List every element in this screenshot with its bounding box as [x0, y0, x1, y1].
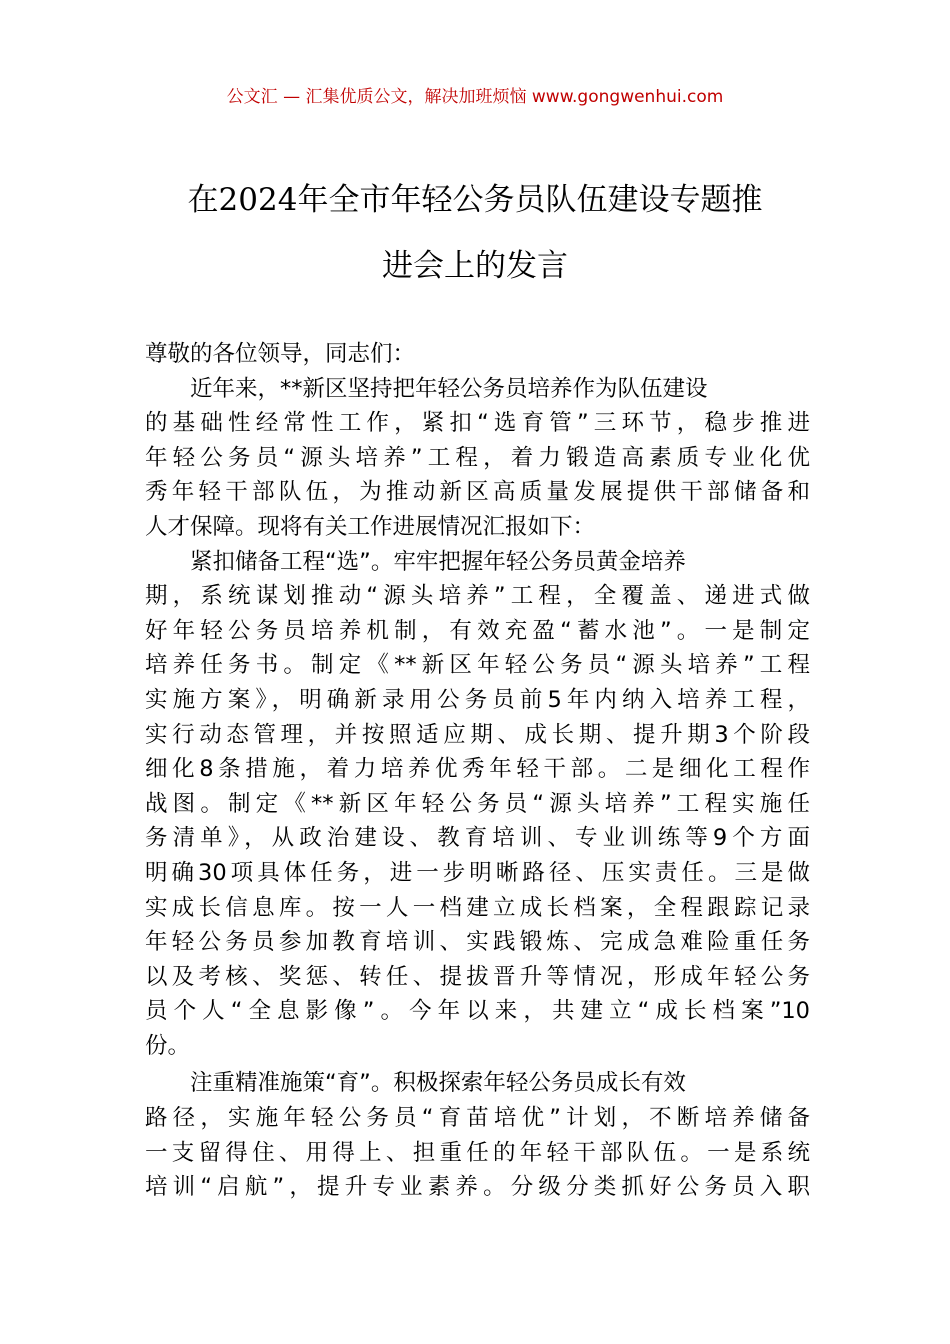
body-line: 培养任务书。制定《**新区年轻公务员“源头培养”工程 — [145, 652, 810, 679]
body-line: 份。 — [145, 1032, 191, 1059]
body-line: 年轻公务员参加教育培训、实践锻炼、完成急难险重任务 — [145, 929, 810, 956]
body-line: 好年轻公务员培养机制，有效充盈“蓄水池”。一是制定 — [145, 617, 810, 644]
body-line: 务清单》，从政治建设、教育培训、专业训练等9个方面 — [145, 825, 810, 852]
body-line: 人才保障。现将有关工作进展情况汇报如下： — [145, 513, 596, 540]
body-line: 尊敬的各位领导，同志们： — [145, 341, 416, 367]
body-line: 一支留得住、用得上、担重任的年轻干部队伍。一是系统 — [145, 1139, 810, 1166]
body-line: 路径，实施年轻公务员“育苗培优”计划，不断培养储备 — [145, 1105, 810, 1132]
body-line: 的基础性经常性工作，紧扣“选育管”三环节，稳步推进 — [145, 410, 810, 437]
body-line: 员个人“全息影像”。今年以来，共建立“成长档案”10 — [145, 998, 810, 1025]
body-line: 近年来，**新区坚持把年轻公务员培养作为队伍建设 — [190, 375, 708, 402]
body-line: 注重精准施策“育”。积极探索年轻公务员成长有效 — [190, 1070, 686, 1097]
body-line: 实施方案》，明确新录用公务员前5年内纳入培养工程， — [145, 686, 810, 713]
body-line: 秀年轻干部队伍，为推动新区高质量发展提供干部储备和 — [145, 479, 810, 506]
body-line: 期，系统谋划推动“源头培养”工程，全覆盖、递进式做 — [145, 583, 810, 610]
document-body — [145, 337, 810, 1205]
body-line: 紧扣储备工程“选”。牢牢把握年轻公务员黄金培养 — [190, 548, 686, 575]
body-line: 年轻公务员“源头培养”工程，着力锻造高素质专业化优 — [145, 444, 810, 471]
body-line: 培训“启航”，提升专业素养。分级分类抓好公务员入职 — [145, 1174, 810, 1201]
body-line: 明确30项具体任务，进一步明晰路径、压实责任。三是做 — [145, 859, 810, 886]
body-line: 战图。制定《**新区年轻公务员“源头培养”工程实施任 — [145, 790, 810, 817]
document-title-line-2: 进会上的发言 — [382, 248, 568, 284]
body-line: 实成长信息库。按一人一档建立成长档案，全程跟踪记录 — [145, 894, 810, 921]
body-line: 以及考核、奖惩、转任、提拔晋升等情况，形成年轻公务 — [145, 963, 810, 990]
document-title-line-1: 在2024年全市年轻公务员队伍建设专题推 — [187, 182, 763, 218]
body-line: 实行动态管理，并按照适应期、成长期、提升期3个阶段 — [145, 721, 810, 748]
site-header-banner: 公文汇 — 汇集优质公文，解决加班烦恼 www.gongwenhui.com — [226, 87, 724, 107]
body-line: 细化8条措施，着力培养优秀年轻干部。二是细化工程作 — [145, 756, 810, 783]
